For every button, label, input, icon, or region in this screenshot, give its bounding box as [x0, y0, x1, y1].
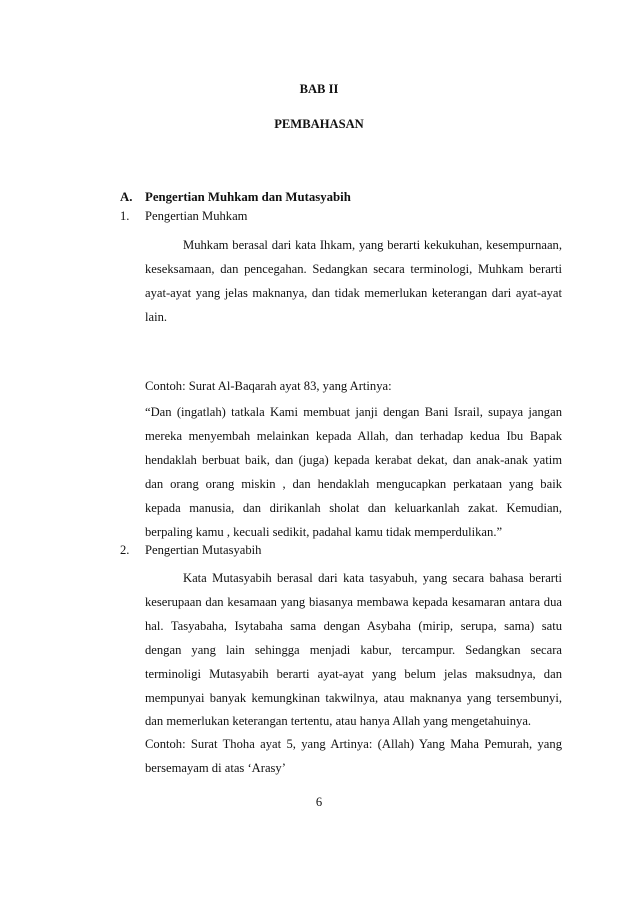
chapter-title: PEMBAHASAN — [274, 117, 364, 131]
paragraph-muhkam-definition: Muhkam berasal dari kata Ihkam, yang berarti kekukuhan, kesempurnaan, keseksamaan, dan pencegahan. Sedangkan secara terminologi, Muhkam berarti ayat-ayat yang jelas maknanya, dan tidak memerlukan keterangan dari ayat-ayat lain. — [145, 238, 562, 324]
chapter-number: BAB II — [299, 82, 339, 96]
subsection-title: Pengertian Muhkam — [145, 209, 248, 223]
paragraph-example-intro: Contoh: Surat Al-Baqarah ayat 83, yang Artinya: — [145, 379, 392, 393]
page-number: 6 — [315, 795, 323, 809]
paragraph-example-thoha: Contoh: Surat Thoha ayat 5, yang Artinya: (Allah) Yang Maha Pemurah, yang bersemayam di atas ‘Arasy’ — [145, 737, 562, 775]
section-label: A. — [120, 190, 133, 204]
paragraph-quote: “Dan (ingatlah) tatkala Kami membuat janji dengan Bani Israil, supaya jangan mereka menyembah melainkan kepada Allah, dan terhadap kedua Ibu Bapak hendaklah berbuat baik, dan (juga) kepada kerabat dekat, dan anak-anak yatim dan orang orang miskin , dan hendaklah mengucapkan perkataan yang baik kepada manusia, dan dirikanlah sholat dan keluarkanlah zakat. Kemudian, berpaling kamu , kecuali sedikit, padahal kamu tidak memperdulikan.” — [145, 405, 562, 539]
subsection-title: Pengertian Mutasyabih — [145, 543, 262, 557]
paragraph-mutasyabih-definition: Kata Mutasyabih berasal dari kata tasyabuh, yang secara bahasa berarti keserupaan dan kesamaan yang biasanya membawa kepada kesamaran antara dua hal. Tasyabaha, Isytabaha sama dengan Asybaha (mirip, serupa, sama) satu dengan yang lain sehingga menjadi kabur, tercampur. Sedangkan secara terminoligi Mutasyabih berarti ayat-ayat yang belum jelas maksudnya, dan mempunyai banyak kemungkinan takwilnya, atau maknanya yang tersembunyi, dan memerlukan keterangan tertentu, atau hanya Allah yang mengetahuinya. — [145, 571, 562, 729]
subsection-label: 2. — [120, 543, 130, 557]
section-title: Pengertian Muhkam dan Mutasyabih — [145, 190, 351, 204]
subsection-label: 1. — [120, 209, 130, 223]
subsection-heading-muhkam — [120, 209, 247, 224]
section-heading — [120, 190, 351, 205]
subsection-heading-mutasyabih — [120, 543, 261, 558]
